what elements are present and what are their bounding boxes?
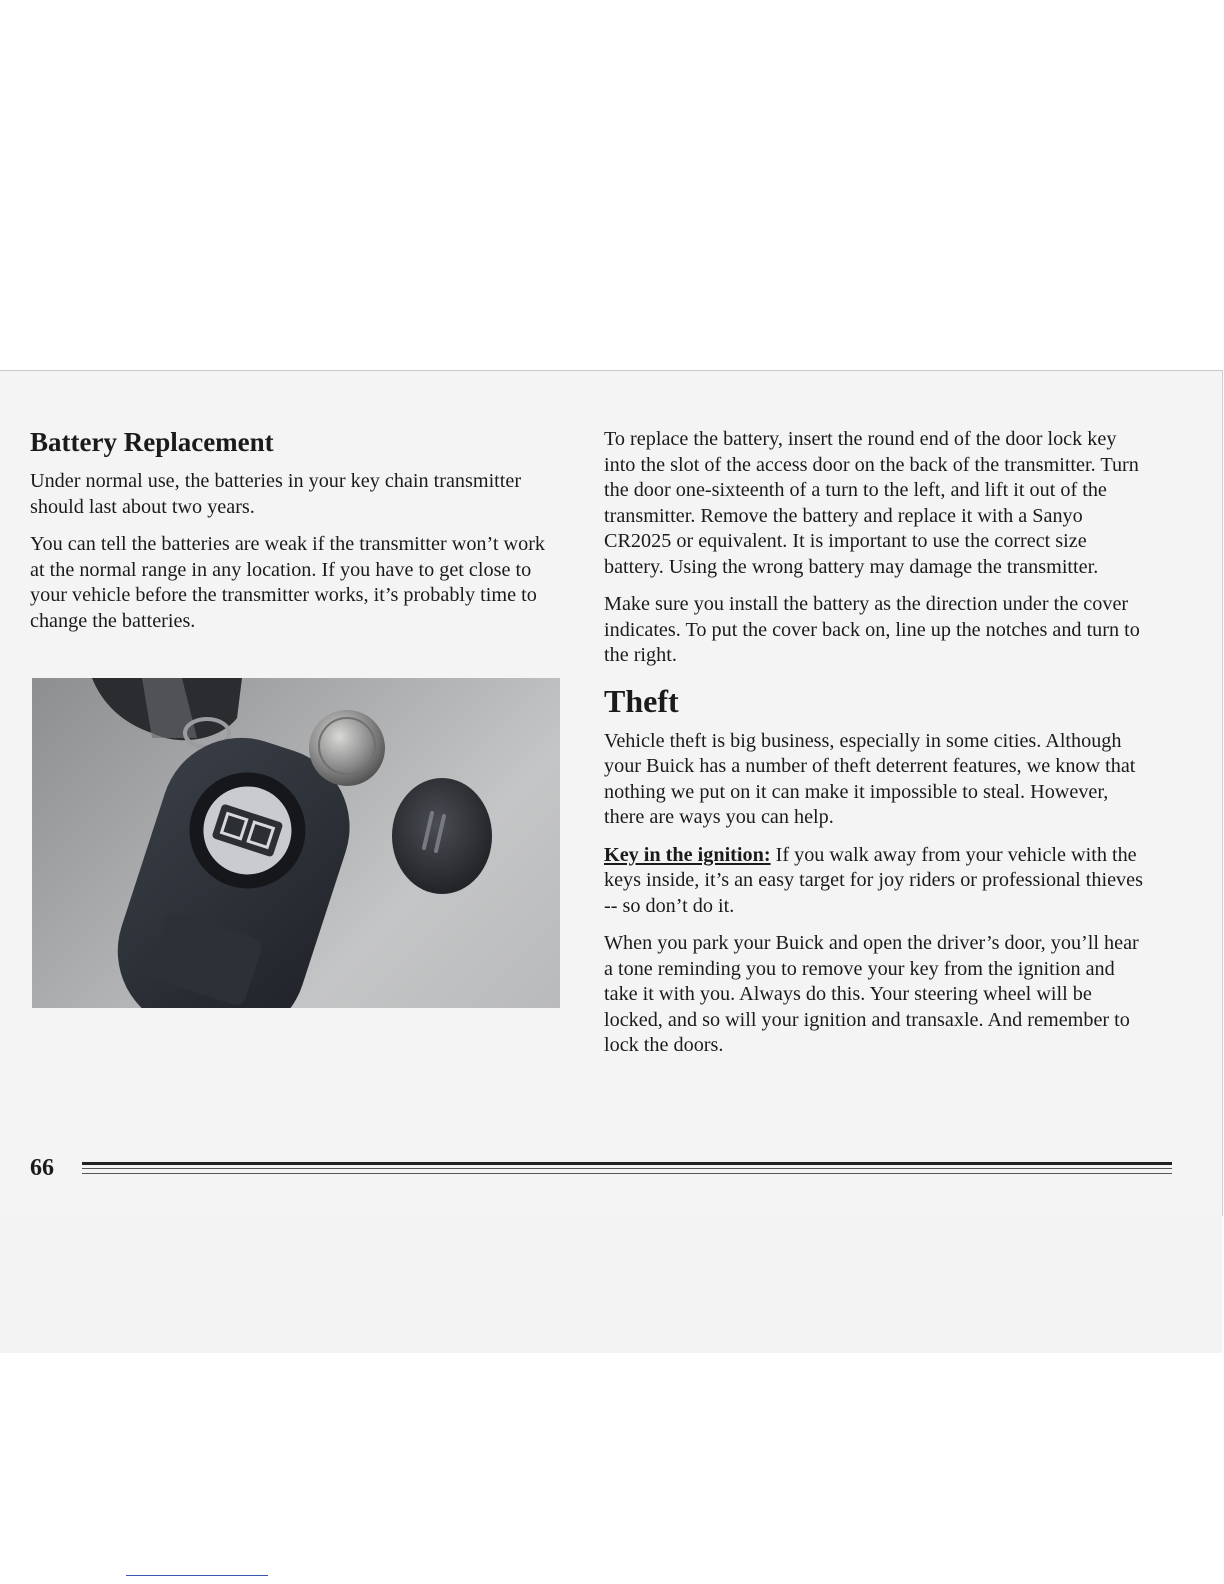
footer-rule-thin <box>82 1168 1172 1169</box>
key-ring-icon <box>92 678 242 747</box>
install-direction-paragraph: Make sure you install the battery as the direction under the cover indicates. To put the cover back on, line up the notches and turn to the right. <box>604 593 1140 666</box>
manual-page <box>0 370 1223 1216</box>
key-in-ignition-text: If you walk away from your vehicle with the keys inside, it’s an easy target for joy riders or professional thieves -- so don’t do it. <box>604 843 1143 917</box>
transmitter-photo-illustration <box>32 678 560 1008</box>
page-number: 66 <box>30 1155 54 1181</box>
battery-coin-icon <box>309 710 385 786</box>
theft-heading: Theft <box>604 682 679 719</box>
theft-intro-paragraph: Vehicle theft is big business, especially in some cities. Although your Buick has a number of theft deterrent features, we know that nothing we put on it can make it impossible to steal. However, there are ways you can help. <box>604 729 1136 828</box>
battery-replacement-heading: Battery Replacement <box>30 427 274 457</box>
park-reminder-paragraph: When you park your Buick and open the driver’s door, you’ll hear a tone reminding you to remove your key from the ignition and take it with you. Always do this. Your steering wheel will be locked, and so will your ignition and transaxle. And remember to lock the doors. <box>604 932 1139 1056</box>
replace-battery-paragraph: To replace the battery, insert the round end of the door lock key into the slot of the access door on the back of the transmitter. Turn the door one-sixteenth of a turn to the left, and lift it out of the transmitter. Remove the battery and replace it with a Sanyo CR2025 or equivalent. It is important to use the correct size battery. Using the wrong battery may damage the transmitter. <box>604 428 1139 578</box>
key-in-ignition-paragraph <box>604 843 1144 920</box>
footer-rule-thin <box>82 1173 1172 1174</box>
battery-life-paragraph: Under normal use, the batteries in your key chain transmitter should last about two years. <box>30 470 522 518</box>
bottom-link-underline <box>126 1575 268 1576</box>
transmitter-battery-photo <box>32 678 560 1008</box>
page-footer <box>30 1154 1142 1186</box>
battery-cover-icon <box>392 778 492 894</box>
key-in-ignition-runin: Key in the ignition: <box>604 843 771 866</box>
right-column <box>604 427 1144 1071</box>
footer-rule-thick <box>82 1162 1172 1165</box>
weak-battery-paragraph: You can tell the batteries are weak if the transmitter won’t work at the normal range in any location. If you have to get close to your vehicle before the transmitter works, it’s probably time to change the batteries. <box>30 533 546 632</box>
lower-background-band <box>0 1215 1222 1353</box>
left-column <box>30 427 560 646</box>
